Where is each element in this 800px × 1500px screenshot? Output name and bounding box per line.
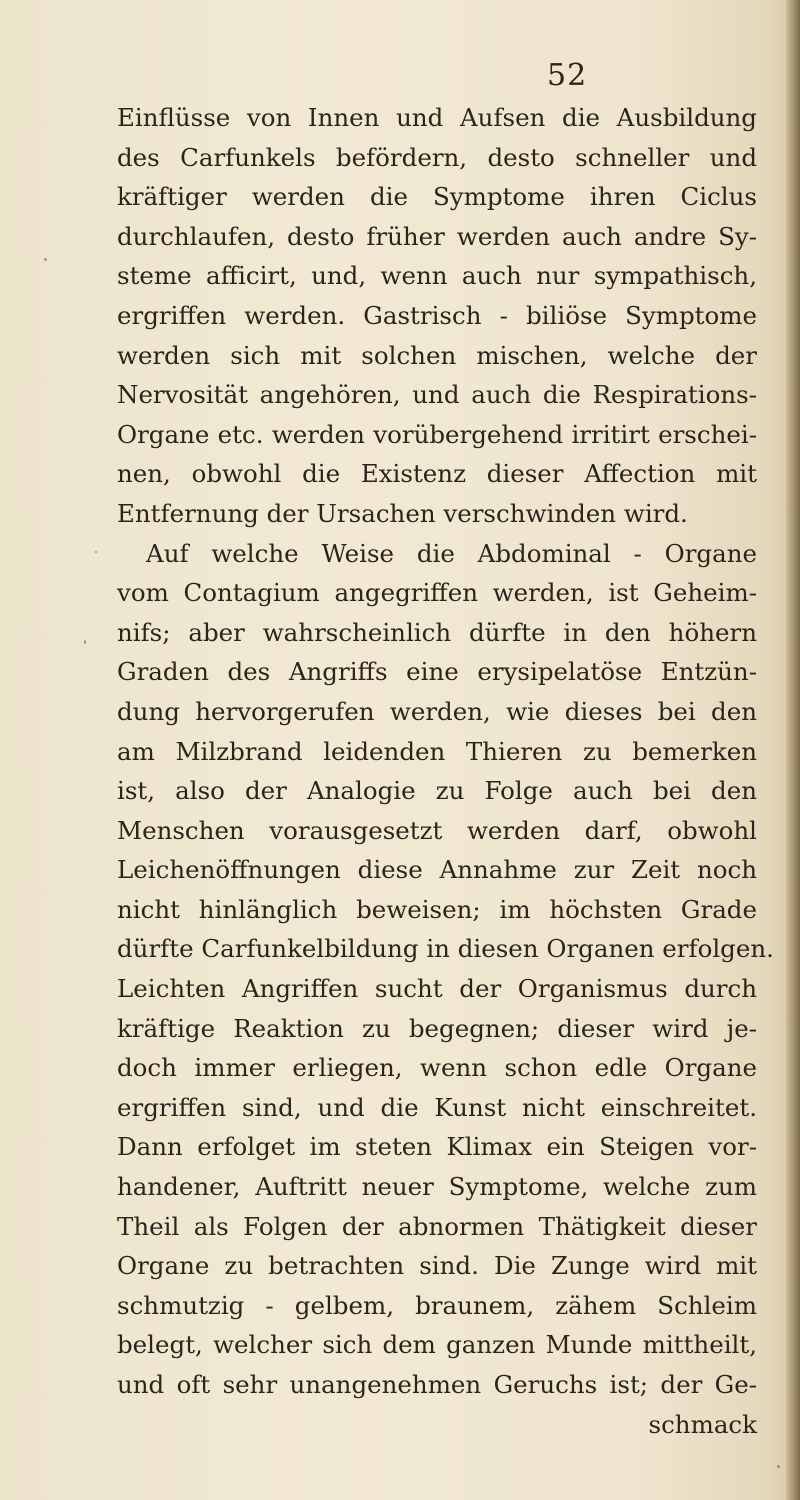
text-line: schmutzig - gelbem, braunem, zähem Schleim [117, 1290, 757, 1320]
text-line: dung hervorgerufen werden, wie dieses bei den [117, 696, 757, 726]
text-line: nen, obwohl die Existenz dieser Affection mit [117, 459, 757, 489]
text-line: ergriffen werden. Gastrisch - biliöse Symptome [117, 300, 757, 330]
text-line: Leichenöffnungen diese Annahme zur Zeit noch [117, 855, 757, 885]
text-line: steme afficirt, und, wenn auch nur sympathisch, [117, 261, 757, 291]
text-line: nicht hinlänglich beweisen; im höchsten Grade [117, 894, 757, 924]
book-spine-shadow [786, 0, 800, 1500]
paper-speck [777, 1465, 780, 1468]
text-line: durchlaufen, desto früher werden auch andre Sy- [117, 221, 757, 251]
text-line: dürfte Carfunkelbildung in diesen Organen erfolgen. [117, 934, 774, 964]
paper-speck [95, 551, 97, 553]
paper-speck [84, 640, 86, 644]
catchword: schmack [648, 1409, 757, 1439]
text-line: kräftige Reaktion zu begegnen; dieser wird je- [117, 1013, 757, 1043]
text-line: doch immer erliegen, wenn schon edle Organe [117, 1053, 757, 1083]
text-line: nifs; aber wahrscheinlich dürfte in den höhern [117, 617, 757, 647]
text-line: Auf welche Weise die Abdominal - Organe [146, 538, 757, 568]
text-line: ergriffen sind, und die Kunst nicht einschreitet. [117, 1092, 757, 1122]
text-line: Menschen vorausgesetzt werden darf, obwohl [117, 815, 757, 845]
body-text [117, 98, 774, 1444]
text-line: belegt, welcher sich dem ganzen Munde mittheilt, [117, 1330, 757, 1360]
page-number: 52 [547, 58, 588, 93]
text-line: Theil als Folgen der abnormen Thätigkeit dieser [117, 1211, 757, 1241]
text-line: am Milzbrand leidenden Thieren zu bemerken [117, 736, 757, 766]
text-line: Einflüsse von Innen und Aufsen die Ausbildung [117, 103, 757, 132]
text-line: Organe etc. werden vorübergehend irritirt erschei- [117, 419, 757, 449]
text-line: handener, Auftritt neuer Symptome, welche zum [117, 1172, 757, 1202]
text-line: Nervosität angehören, und auch die Respirations- [117, 380, 757, 410]
text-line: und oft sehr unangenehmen Geruchs ist; der Ge- [117, 1370, 757, 1399]
text-line: werden sich mit solchen mischen, welche der [117, 340, 757, 370]
text-line: Dann erfolget im steten Klimax ein Steigen vor- [117, 1132, 757, 1162]
text-line: Leichten Angriffen sucht der Organismus durch [117, 974, 757, 1004]
text-line: des Carfunkels befördern, desto schneller und [117, 142, 757, 172]
text-line: kräftiger werden die Symptome ihren Ciclus [117, 182, 757, 212]
text-line: Entfernung der Ursachen verschwinden wird. [117, 498, 688, 528]
text-line: Organe zu betrachten sind. Die Zunge wird mit [117, 1251, 757, 1281]
text-line: Graden des Angriffs eine erysipelatöse Entzün- [117, 657, 757, 687]
text-line: ist, also der Analogie zu Folge auch bei den [117, 776, 757, 806]
text-line: vom Contagium angegriffen werden, ist Geheim- [117, 578, 757, 608]
paper-speck [44, 258, 47, 261]
